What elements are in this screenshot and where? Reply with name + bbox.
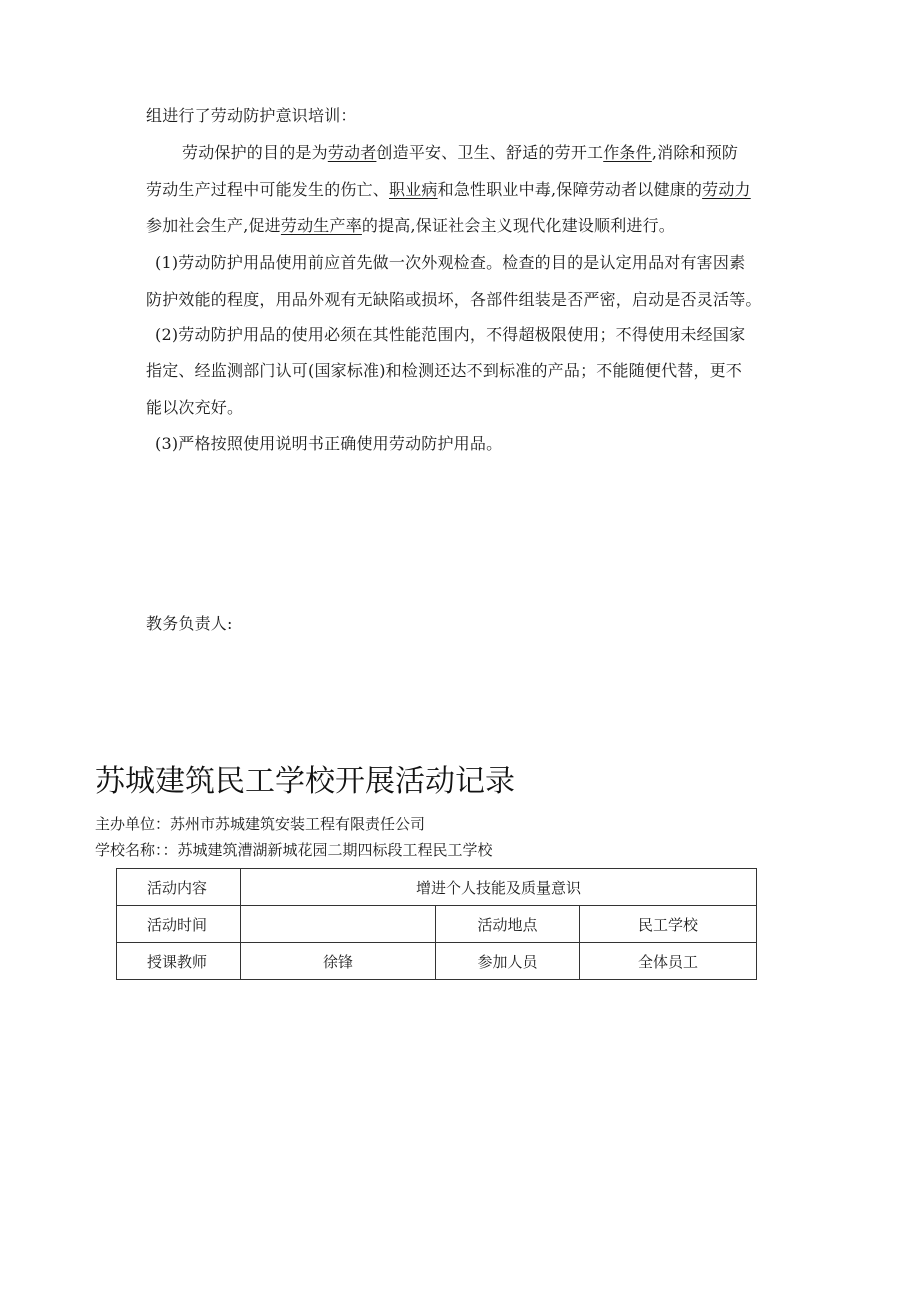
teacher-label: 授课教师 xyxy=(117,943,241,980)
activity-content-value: 增进个人技能及质量意识 xyxy=(241,869,757,906)
text-span: 参加社会生产,促进 xyxy=(146,216,281,235)
item-2-line-1: (2)劳动防护用品的使用必须在其性能范围内，不得超极限使用；不得使用未经国家 xyxy=(155,325,746,344)
item-3-line-1: (3)严格按照使用说明书正确使用劳动防护用品。 xyxy=(155,434,503,453)
activity-place-label: 活动地点 xyxy=(436,906,580,943)
participants-label: 参加人员 xyxy=(436,943,580,980)
activity-content-label: 活动内容 xyxy=(117,869,241,906)
record-title: 苏城建筑民工学校开展活动记录 xyxy=(95,764,515,799)
signature-label: 教务负责人: xyxy=(146,614,233,633)
item-2-line-2: 指定、经监测部门认可(国家标准)和检测还达不到标准的产品；不能随便代替，更不 xyxy=(146,361,743,380)
underlined-term-labor-force: 劳动力 xyxy=(702,180,751,199)
text-span: 的提高,保证社会主义现代化建设顺利进行。 xyxy=(361,216,675,235)
purpose-line-3 xyxy=(146,216,675,236)
purpose-line-1 xyxy=(182,143,738,163)
text-span: ,消除和预防 xyxy=(651,143,739,162)
text-span: 劳动生产过程中可能发生的伤亡、 xyxy=(146,180,390,199)
text-span: 和急性职业中毒,保障劳动者以健康的 xyxy=(437,180,703,199)
item-2-line-3: 能以次充好。 xyxy=(146,398,244,417)
activity-time-value xyxy=(241,906,436,943)
text-span: 创造平安、卫生、舒适的劳开工 xyxy=(376,143,604,162)
item-1-line-2: 防护效能的程度，用品外观有无缺陷或损坏，各部件组装是否严密，启动是否灵活等。 xyxy=(146,290,762,309)
underlined-term-productivity: 劳动生产率 xyxy=(280,216,362,235)
participants-value: 全体员工 xyxy=(580,943,757,980)
training-intro-line: 组进行了劳动防护意识培训： xyxy=(146,106,357,125)
activity-time-label: 活动时间 xyxy=(117,906,241,943)
table-row xyxy=(117,943,757,980)
activity-record-table xyxy=(116,868,757,980)
table-row xyxy=(117,906,757,943)
teacher-value: 徐锋 xyxy=(241,943,436,980)
text-span: 劳动保护的目的是为 xyxy=(182,143,328,162)
underlined-term-laborer: 劳动者 xyxy=(327,143,377,162)
school-name-line: 学校名称：：苏城建筑漕湖新城花园二期四标段工程民工学校 xyxy=(95,841,493,859)
organizer-line: 主办单位：苏州市苏城建筑安装工程有限责任公司 xyxy=(95,815,426,833)
underlined-term-occupational-disease: 职业病 xyxy=(389,180,438,199)
item-1-line-1: (1)劳动防护用品使用前应首先做一次外观检查。检查的目的是认定用品对有害因素 xyxy=(155,253,746,272)
purpose-line-2 xyxy=(146,180,751,200)
underlined-term-work-conditions: 作条件 xyxy=(603,143,652,162)
table-row xyxy=(117,869,757,906)
activity-place-value: 民工学校 xyxy=(580,906,757,943)
